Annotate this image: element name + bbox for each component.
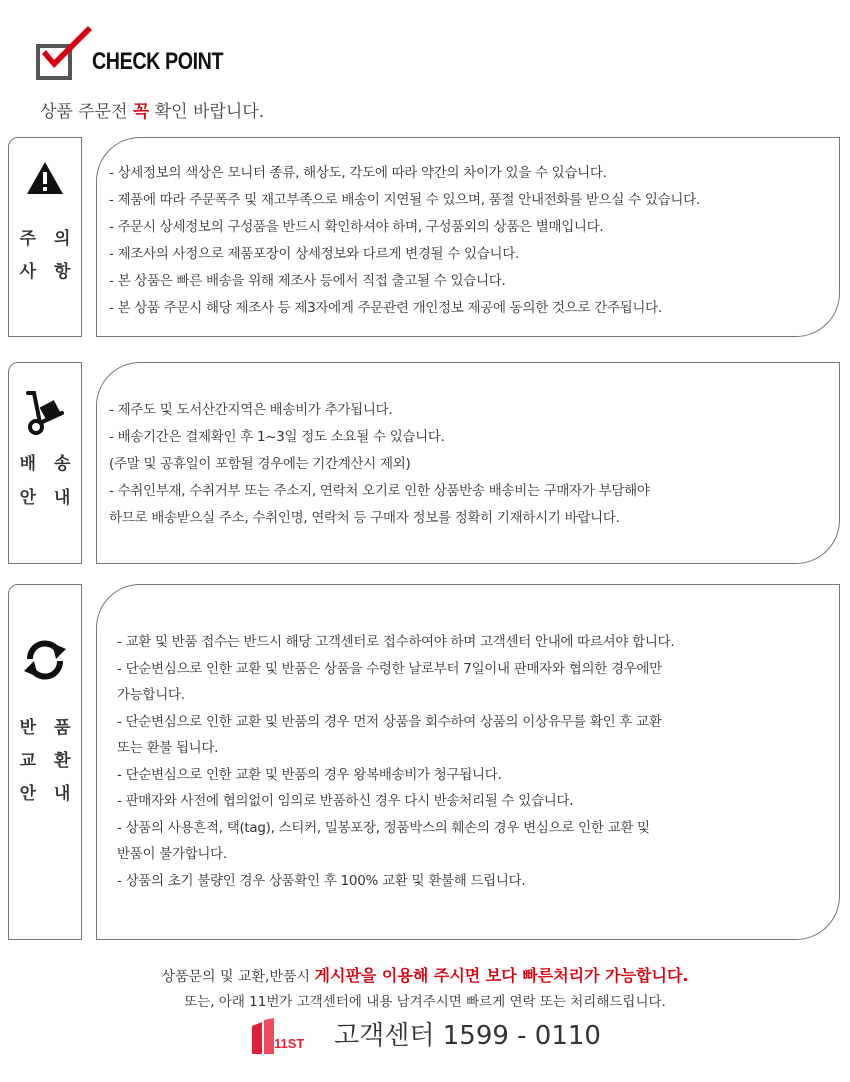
red-check-icon bbox=[36, 24, 96, 84]
list-item: (주말 및 공휴일이 포함될 경우에는 기간계산시 제외) bbox=[109, 456, 411, 472]
list-item: - 제조사의 사정으로 제품포장이 상세정보와 다르게 변경될 수 있습니다. bbox=[109, 246, 519, 262]
section-label-line: 반 품 bbox=[19, 718, 77, 738]
footer-inquiry-notice bbox=[0, 963, 850, 986]
list-item: - 단순변심으로 인한 교환 및 반품은 상품을 수령한 날로부터 7일이내 판매자와 협의한 경우에만 bbox=[117, 660, 662, 677]
list-item: - 본 상품은 빠른 배송을 위해 제조사 등에서 직접 출고될 수 있습니다. bbox=[109, 273, 506, 289]
exchange-arrows-icon bbox=[22, 639, 68, 681]
subtitle-text: 상품 주문전 bbox=[40, 102, 133, 122]
list-item: - 단순변심으로 인한 교환 및 반품의 경우 왕복배송비가 청구됩니다. bbox=[117, 766, 502, 783]
section-label-shipping bbox=[8, 362, 82, 564]
section-label-line: 안 내 bbox=[19, 488, 77, 508]
section-label-line: 주 의 bbox=[19, 229, 77, 249]
list-item: 반품이 불가합니다. bbox=[117, 846, 227, 862]
section-box-caution bbox=[96, 137, 840, 337]
notice-subtitle bbox=[40, 97, 264, 122]
footer-text: 상품문의 및 교환,반품시 bbox=[161, 969, 315, 985]
list-item: - 상세정보의 색상은 모니터 종류, 해상도, 각도에 따라 약간의 차이가 있을 수 있습니다. bbox=[109, 165, 607, 181]
section-box-shipping bbox=[96, 362, 840, 564]
11st-logo-text: 11ST bbox=[274, 1036, 305, 1051]
list-item: - 본 상품 주문시 해당 제조사 등 제3자에게 주문관련 개인정보 제공에 동의한 것으로 간주됩니다. bbox=[109, 300, 662, 316]
list-item: - 상품의 사용흔적, 택(tag), 스티커, 밀봉포장, 정품박스의 훼손의 경우 변심으로 인한 교환 및 bbox=[117, 819, 650, 836]
section-label-line: 안 내 bbox=[19, 784, 77, 804]
list-item: - 제주도 및 도서산간지역은 배송비가 추가됩니다. bbox=[109, 402, 393, 418]
11st-logo bbox=[250, 1018, 320, 1056]
section-label-returns bbox=[8, 584, 82, 940]
list-item: 또는 환불 됩니다. bbox=[117, 740, 219, 756]
section-label-line: 배 송 bbox=[19, 454, 77, 474]
section-label-line: 사 항 bbox=[19, 262, 77, 282]
warning-icon bbox=[25, 160, 65, 196]
subtitle-text-end: 확인 바랍니다. bbox=[149, 102, 265, 122]
list-item: - 배송기간은 결제확인 후 1~3일 정도 소요될 수 있습니다. bbox=[109, 429, 445, 445]
hand-truck-icon bbox=[24, 389, 66, 435]
subtitle-emphasis: 꼭 bbox=[132, 102, 150, 122]
list-item: - 판매자와 사전에 협의없이 임의로 반품하신 경우 다시 반송처리될 수 있습니다. bbox=[117, 793, 574, 809]
section-label-caution bbox=[8, 137, 82, 337]
footer-contact-notice: 또는, 아래 11번가 고객센터에 내용 남겨주시면 빠르게 연락 또는 처리해드립니다. bbox=[184, 994, 666, 1010]
list-item: 하므로 배송받으실 주소, 수취인명, 연락처 등 구매자 정보를 정확히 기재하시기 바랍니다. bbox=[109, 510, 620, 526]
customer-center-number: 고객센터 1599 - 0110 bbox=[334, 1021, 601, 1051]
list-item: - 단순변심으로 인한 교환 및 반품의 경우 먼저 상품을 회수하여 상품의 이상유무를 확인 후 교환 bbox=[117, 713, 662, 730]
list-item: - 수취인부재, 수취거부 또는 주소지, 연락처 오기로 인한 상품반송 배송비는 구매자가 부담해야 bbox=[109, 483, 650, 499]
list-item: - 상품의 초기 불량인 경우 상품확인 후 100% 교환 및 환불해 드립니다. bbox=[117, 872, 526, 889]
list-item: - 주문시 상세정보의 구성품을 반드시 확인하셔야 하며, 구성품외의 상품은 별매입니다. bbox=[109, 219, 604, 235]
footer-highlight: 게시판을 이용해 주시면 보다 빠른처리가 가능합니다. bbox=[314, 966, 689, 985]
check-point-title: CHECK POINT bbox=[92, 48, 224, 75]
list-item: - 제품에 따라 주문폭주 및 재고부족으로 배송이 지연될 수 있으며, 품절 안내전화를 받으실 수 있습니다. bbox=[109, 192, 700, 208]
list-item: - 교환 및 반품 접수는 반드시 해당 고객센터로 접수하여야 하며 고객센터 안내에 따르셔야 합니다. bbox=[117, 634, 675, 650]
section-box-returns bbox=[96, 584, 840, 940]
list-item: 가능합니다. bbox=[117, 687, 185, 703]
section-label-line: 교 환 bbox=[19, 751, 77, 771]
